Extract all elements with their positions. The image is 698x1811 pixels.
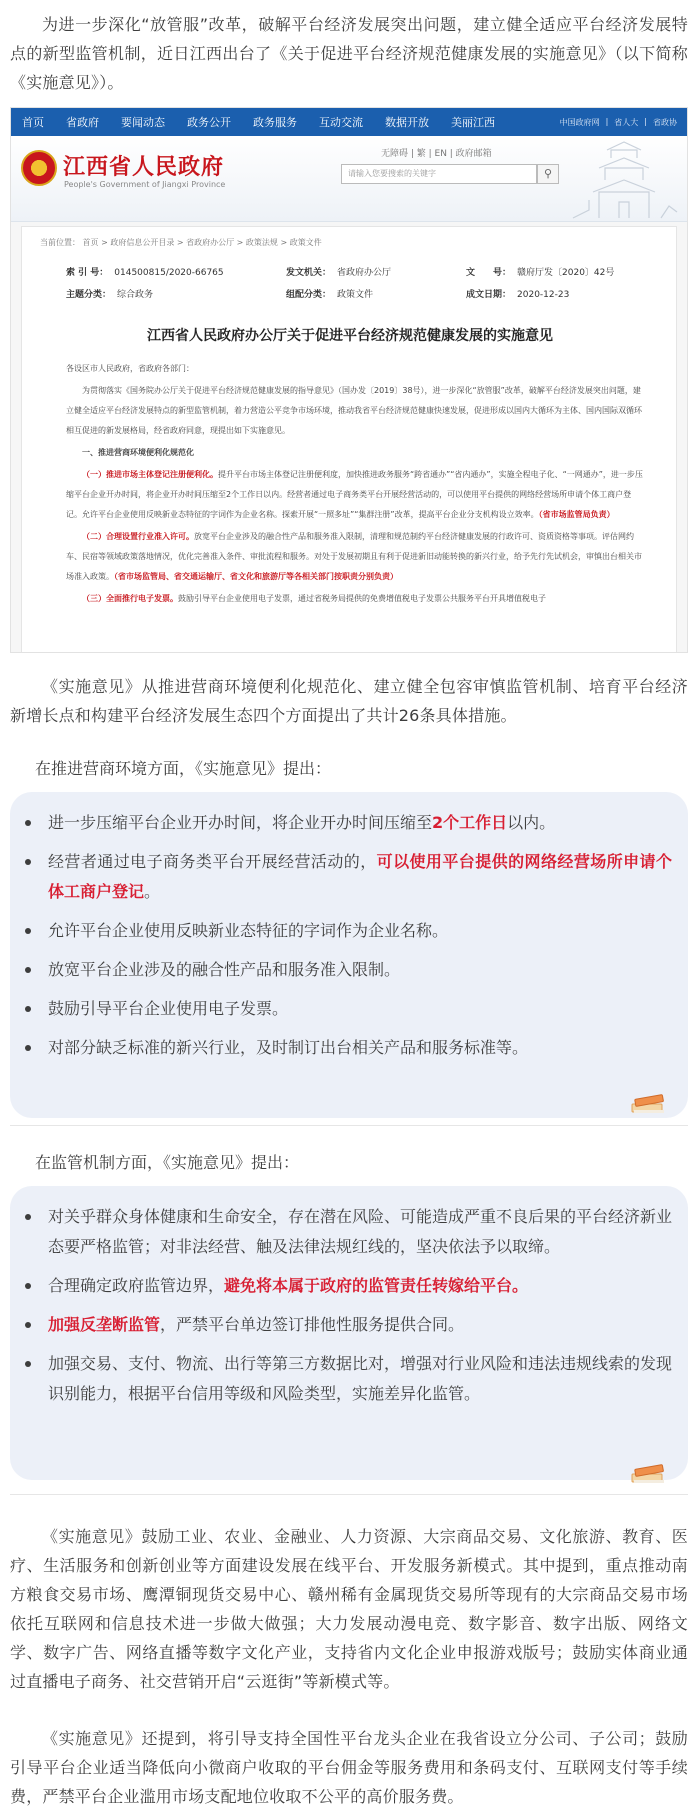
salutation: 各设区市人民政府，省政府各部门： — [66, 364, 194, 373]
bullet-text: 。 — [144, 882, 161, 901]
nav-item[interactable]: 省政府 — [66, 116, 99, 129]
doc-item-text: 放宽平台企业涉及的融合性产品和服务准入限制，清理和规范制约平台经济健康发展的行政许可、资质资格等事项。评估网约车、民宿等领域政策落地情况，优化完善准入条件、审批流程和服务。对处于发展初期且有利于促进新旧动能转换的新兴行业，给予先行先试机会，审慎出台相关市场准入政策。 — [66, 532, 642, 581]
nav-item[interactable]: 政务服务 — [253, 116, 297, 129]
doc-paragraph: 为贯彻落实《国务院办公厅关于促进平台经济规范健康发展的指导意见》（国办发〔2019〕38号），进一步深化“放管服”改革，破解平台经济发展突出问题，建立健全适应平台经济发展特点的新型监管机制，着力营造公平竞争市场环境，推动我省平台经济规范健康快速发展，促进形成以国内大循环为主体、国内国际双循环相互促进的新发展格局，经省政府同意，现提出如下实施意见。 — [66, 386, 642, 435]
paragraph-d: 《实施意见》还提到，将引导支持全国性平台龙头企业在我省设立分公司、子公司；鼓励引导平台企业适当降低向小微商户收取的平台佣金等服务费用和条码支付、互联网支付等手续费，严禁平台企业滥用市场支配地位收取不公平的高价服务费。 — [10, 1729, 688, 1806]
bullet-text: 放宽平台企业涉及的融合性产品和服务准入限制。 — [48, 960, 401, 979]
doc-section-heading: 一、推进营商环境便利化规范化 — [82, 448, 194, 457]
bullet-dot — [25, 1322, 31, 1328]
meta-value: 014500815/2020-66765 — [114, 268, 224, 278]
book-stack-icon — [628, 1090, 668, 1116]
meta-value: 赣府厅发〔2020〕42号 — [517, 268, 615, 278]
bullet-text: 合理确定政府监管边界， — [48, 1276, 225, 1295]
bullet-dot — [25, 967, 31, 973]
doc-item-title: （二）合理设置行业准入许可。 — [82, 532, 194, 541]
section-a-box — [10, 792, 688, 1118]
nav-item[interactable]: 政务公开 — [187, 116, 231, 129]
nav-right-link[interactable]: 省人大 — [614, 117, 639, 127]
highlight-text: 加强反垄断监管 — [48, 1315, 161, 1334]
top-links[interactable]: 无障碍 | 繁 | EN | 政府邮箱 — [381, 149, 492, 159]
bullet-text: 经营者通过电子商务类平台开展经营活动的， — [48, 852, 377, 871]
document-body — [66, 359, 646, 611]
breadcrumb[interactable]: 当前位置： 首页 > 政府信息公开目录 > 省政府办公厅 > 政策法规 > 政策文件 — [40, 238, 322, 247]
bullet-dot — [25, 1214, 31, 1220]
bullet-dot — [25, 1006, 31, 1012]
meta-key: 发文机关： — [286, 268, 332, 278]
meta-value: 综合政务 — [117, 290, 154, 300]
doc-item — [66, 527, 646, 587]
nav-item[interactable]: 要闻动态 — [121, 116, 165, 129]
highlight-text: 可以使用平台提供的网络经营场所申请个体工商户登记 — [48, 852, 672, 901]
paragraph-c: 《实施意见》鼓励工业、农业、金融业、人力资源、大宗商品交易、文化旅游、教育、医疗、生活服务和创新创业等方面建设发展在线平台、开发服务新模式。其中提到，重点推动南方粮食交易市场、鹰潭铜现货交易中心、赣州稀有金属现货交易所等现有的大宗商品交易市场依托互联网和信息技术进一步做大做强；大力发展动漫电竞、数字影音、数字出版、网络文学、数字广告、网络直播等数字文化产业，支持省内文化企业申报游戏版号；鼓励实体商业通过直播电子商务、社交营销开启“云逛街”等新模式等。 — [10, 1527, 688, 1691]
bullet-text: 允许平台企业使用反映新业态特征的字词作为企业名称。 — [48, 921, 449, 940]
national-emblem-icon — [21, 150, 57, 186]
highlight-text: 2个工作日 — [432, 813, 508, 832]
doc-item-title: （一）推进市场主体登记注册便利化。 — [82, 470, 218, 479]
search-input[interactable]: 请输入您要搜索的关键字 — [341, 164, 537, 184]
divider — [10, 1494, 688, 1495]
bullet-text: ，严禁平台单边签订排他性服务提供合同。 — [160, 1315, 465, 1334]
bullet-text: 对关乎群众身体健康和生命安全，存在潜在风险、可能造成严重不良后果的平台经济新业态要严格监管；对非法经营、触及法律法规红线的，坚决依法予以取缔。 — [48, 1207, 673, 1256]
meta-value: 省政府办公厅 — [337, 268, 392, 278]
bullet-item — [48, 1202, 672, 1262]
tower-illustration-icon — [569, 140, 679, 220]
book-stack-icon — [628, 1460, 668, 1486]
nav-right-link[interactable]: 中国政府网 — [559, 117, 600, 127]
site-banner — [11, 136, 687, 222]
search-icon[interactable]: ⚲ — [537, 164, 559, 184]
doc-item-dept: （省市场监管局、省交通运输厅、省文化和旅游厅等各相关部门按职责分别负责） — [114, 572, 398, 581]
bullet-text: 进一步压缩平台企业开办时间，将企业开办时间压缩至 — [48, 813, 433, 832]
document-card — [21, 226, 677, 653]
doc-item-dept: （省市场监管局负责） — [538, 510, 615, 519]
intro-paragraph: 为进一步深化“放管服”改革，破解平台经济发展突出问题，建立健全适应平台经济发展特点的新型监管机制，近日江西出台了《关于促进平台经济规范健康发展的实施意见》（以下简称《实施意见》）。 — [10, 15, 688, 92]
doc-item — [66, 465, 646, 525]
bullet-dot — [25, 1045, 31, 1051]
bullet-dot — [25, 859, 31, 865]
meta-value: 2020-12-23 — [517, 290, 570, 300]
meta-key: 成文日期： — [466, 290, 512, 300]
meta-key: 索 引 号： — [66, 268, 109, 278]
bullet-dot — [25, 820, 31, 826]
section-a-heading: 在推进营商环境方面，《实施意见》提出： — [35, 759, 332, 778]
site-name: 江西省人民政府 — [63, 154, 225, 180]
section-b-heading: 在监管机制方面，《实施意见》提出： — [35, 1153, 300, 1172]
document-title: 江西省人民政府办公厅关于促进平台经济规范健康发展的实施意见 — [147, 328, 553, 344]
nav-item[interactable]: 美丽江西 — [451, 116, 495, 129]
doc-item — [66, 589, 646, 609]
bullet-dot — [25, 1361, 31, 1367]
meta-key: 文 号： — [466, 268, 512, 278]
section-a-list — [48, 808, 672, 1063]
bullet-dot — [25, 928, 31, 934]
bullet-text: 对部分缺乏标准的新兴行业，及时制订出台相关产品和服务标准等。 — [48, 1038, 529, 1057]
government-website-screenshot — [10, 107, 688, 653]
bullet-item — [48, 1349, 672, 1409]
nav-right-links: 中国政府网 | 省人大 | 省政协 — [559, 116, 677, 127]
meta-key: 主题分类： — [66, 290, 112, 300]
nav-item[interactable]: 互动交流 — [319, 116, 363, 129]
bullet-item — [48, 994, 672, 1024]
summary-paragraph: 《实施意见》从推进营商环境便利化规范化、建立健全包容审慎监管机制、培育平台经济新增长点和构建平台经济发展生态四个方面提出了共计26条具体措施。 — [10, 677, 688, 725]
site-name-en: People's Government of Jiangxi Province — [64, 180, 226, 189]
bullet-text: 以内。 — [507, 813, 556, 832]
bullet-text: 鼓励引导平台企业使用电子发票。 — [48, 999, 289, 1018]
divider — [10, 1125, 688, 1126]
bullet-dot — [25, 1283, 31, 1289]
bullet-item — [48, 955, 672, 985]
bullet-item — [48, 916, 672, 946]
bullet-item — [48, 808, 672, 838]
doc-item-text: 鼓励引导平台企业使用电子发票，通过省税务局提供的免费增值税电子发票公共服务平台开具增值税电子 — [178, 594, 546, 603]
section-b-list — [48, 1202, 672, 1409]
meta-value: 政策文件 — [337, 290, 374, 300]
nav-right-link[interactable]: 省政协 — [653, 117, 677, 127]
bullet-item — [48, 1310, 672, 1340]
document-meta — [66, 265, 646, 307]
bullet-item — [48, 1271, 672, 1301]
site-nav-bar — [11, 108, 687, 136]
bullet-item — [48, 1033, 672, 1063]
doc-item-text: 提升平台市场主体登记注册便利度，加快推进政务服务“跨省通办”“省内通办”，实施全程电子化、“一网通办”，进一步压缩平台企业开办时间，将企业开办时间压缩至2个工作日以内。经营者通过电子商务类平台开展经营活动的，可以使用平台提供的网络经营场所申请个体工商户登记。允许平台企业使用反映新业态特征的字词作为企业名称。探索开展“一照多址”“集群注册”改革，提高平台企业分支机构设立效率。 — [66, 470, 643, 519]
meta-key: 组配分类： — [286, 290, 332, 300]
nav-item[interactable]: 首页 — [22, 116, 44, 129]
section-b-box — [10, 1186, 688, 1480]
bullet-item — [48, 847, 672, 907]
nav-item[interactable]: 数据开放 — [385, 116, 429, 129]
bullet-text: 加强交易、支付、物流、出行等第三方数据比对，增强对行业风险和违法违规线索的发现识别能力，根据平台信用等级和风险类型，实施差异化监管。 — [48, 1354, 673, 1403]
highlight-text: 避免将本属于政府的监管责任转嫁给平台。 — [224, 1276, 529, 1295]
doc-item-title: （三）全面推行电子发票。 — [82, 594, 178, 603]
